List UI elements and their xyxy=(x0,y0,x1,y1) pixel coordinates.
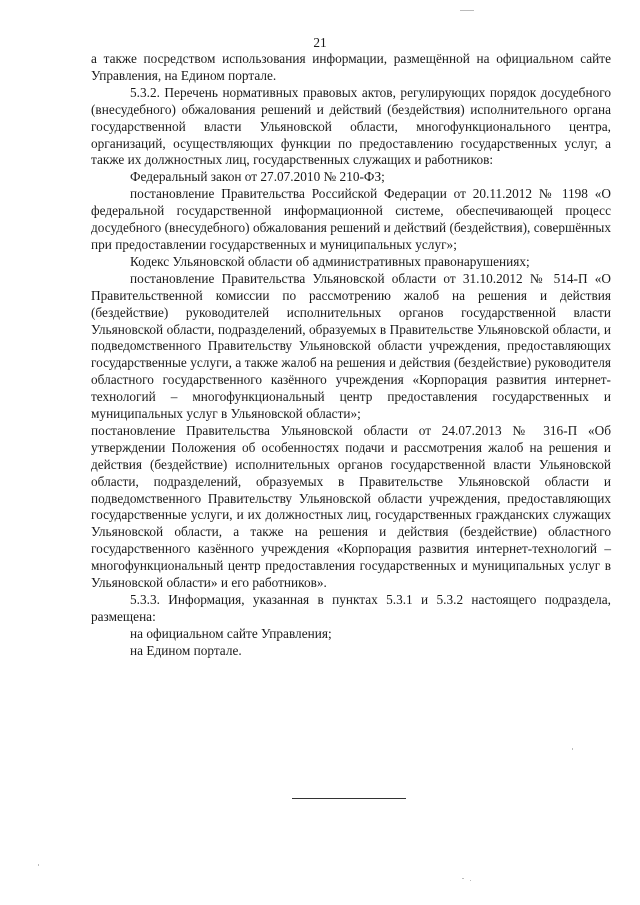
scan-speck xyxy=(572,748,573,750)
paragraph-federal-law: Федеральный закон от 27.07.2010 № 210-ФЗ; xyxy=(130,169,385,185)
scan-speck xyxy=(462,878,464,879)
paragraph-intro: а также посредством использования информации, размещённой на официальном сайте Управления, на Едином портале. xyxy=(91,51,611,83)
paragraph-code: Кодекс Ульяновской области об административных правонарушениях; xyxy=(130,253,530,269)
page-number: 21 xyxy=(313,35,327,50)
paragraph-5-3-3: 5.3.3. Информация, указанная в пунктах 5.3.1 и 5.3.2 настоящего подраздела, размещена: xyxy=(91,592,611,624)
paragraph-resolution-514: постановление Правительства Ульяновской области от 31.10.2012 № 514-П «О Правительственной комиссии по рассмотрению жалоб на решения и действия (бездействие) руководителей исполнительных органов государственной власти Ульяновской области, подразделений, образуемых в Правительстве Ульяновской области, и подведомственного Правительству Ульяновской области учреждения, предоставляющих государственные услуги, а также жалоб на решения и действия (бездействие) руководителя областного государственного казённого учреждения «Корпорация развития интернет-технологий – многофункциональный центр предоставления государственных и муниципальных услуг в Ульяновской области»; xyxy=(91,270,611,422)
scan-speck xyxy=(460,10,474,11)
scan-speck xyxy=(38,864,39,866)
separator-line xyxy=(292,798,406,799)
paragraph-resolution-316: постановление Правительства Ульяновской области от 24.07.2013 № 316-П «Об утверждении Положения об особенностях подачи и рассмотрения жалоб на решения и действия (бездействие) исполнительных органов государственной власти Ульяновской области, подразделений, образуемых в Правительстве Ульяновской области и подведомственного Правительству Ульяновской области учреждения, предоставляющих государственные услуги, и их должностных лиц, государственных гражданских служащих Ульяновской области, а также на решения и действия (бездействие) областного государственного казённого учреждения «Корпорация развития интернет-технологий – многофункциональный центр предоставления государственных и муниципальных услуг в Ульяновской области» и его работников». xyxy=(91,422,611,591)
scan-speck xyxy=(470,880,471,881)
paragraph-5-3-2: 5.3.2. Перечень нормативных правовых актов, регулирующих порядок досудебного (внесудебного) обжалования решений и действий (бездействия) исполнительного органа государственной власти Ульяновской области, многофункционального центра, организаций, осуществляющих функции по предоставлению государственных услуг, а также их должностных лиц, государственных служащих и работников: xyxy=(91,84,611,168)
paragraph-single-portal: на Едином портале. xyxy=(130,642,242,658)
paragraph-resolution-rf: постановление Правительства Российской Федерации от 20.11.2012 № 1198 «О федеральной государственной информационной системе, обеспечивающей процесс досудебного (внесудебного) обжалования решений и действий (бездействия), совершённых при предоставлении государственных и муниципальных услуг»; xyxy=(91,186,611,252)
document-body xyxy=(91,51,611,660)
paragraph-official-site: на официальном сайте Управления; xyxy=(130,625,332,641)
